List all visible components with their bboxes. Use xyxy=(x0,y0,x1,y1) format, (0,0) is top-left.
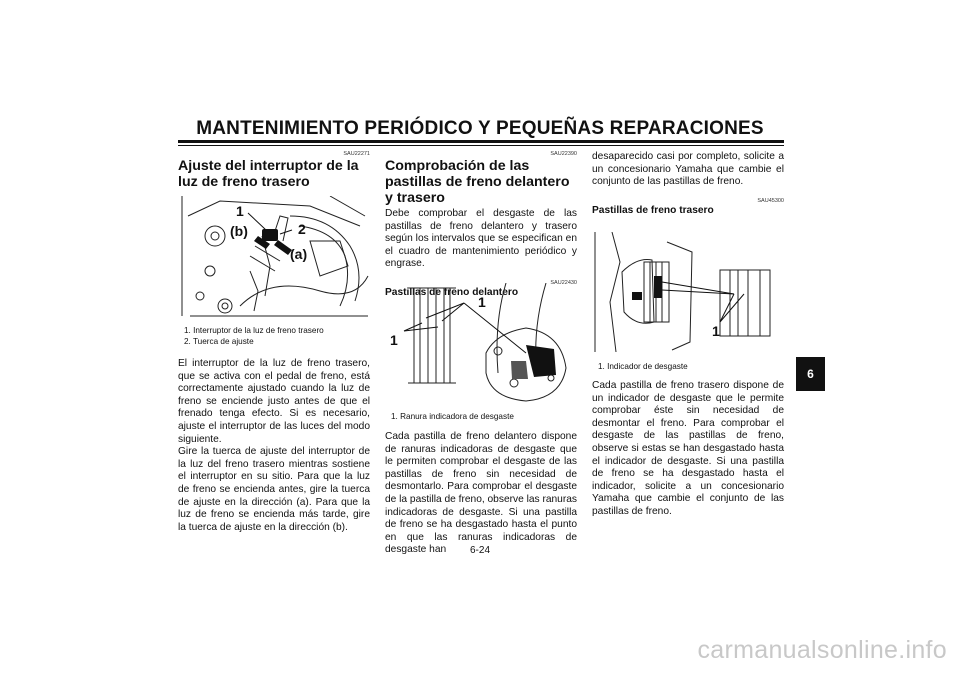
figure-label-a: (a) xyxy=(290,246,308,262)
column-3-body xyxy=(592,380,784,519)
subsection-heading: Pastillas de freno trasero xyxy=(592,204,714,216)
paragraph: El interruptor de la luz de freno trasero, que se activa con el pedal de freno, está correctamente ajustado cuando la luz de freno se enciende justo antes de que el frenado tenga efecto. Si es necesario, ajuste el interruptor de las luces del modo siguiente. xyxy=(178,358,370,445)
column-2 xyxy=(385,151,577,300)
page-number: 6-24 xyxy=(469,545,490,556)
paragraph: Cada pastilla de freno delantero dispone de ranuras indicadoras de desgaste que le permiten comprobar el desgaste de las pastillas de freno sin necesidad de desmontarlo. Para comprobar el desgaste de la pastilla de freno, observe las ranuras indicadoras de desgaste. Si una pastilla de freno se ha desgastado hasta el punto en que las ranuras indicadoras de desgaste han xyxy=(385,431,577,556)
section-code: SAU22390 xyxy=(550,151,577,157)
section-heading: Comprobación de las pastillas de freno delantero y trasero xyxy=(385,158,570,206)
figure-label-1: 1 xyxy=(390,332,398,348)
figure-captions-1 xyxy=(184,325,324,347)
column-1-body xyxy=(178,358,370,534)
column-1 xyxy=(178,151,370,190)
header-rule-thin xyxy=(178,145,784,146)
figure-label-b: (b) xyxy=(230,223,248,239)
section-heading: Ajuste del interruptor de la luz de freno trasero xyxy=(178,158,359,190)
paragraph: Cada pastilla de freno trasero dispone de un indicador de desgaste que le permite comprobar éste sin necesidad de desmontar el freno. Para comprobar el desgaste de las pastillas de freno, observe si estas se han desgastado hasta el indicador de desgaste. Si una pastilla de freno se ha desgastado hasta el indicador, solicite a un concesionario Yamaha que cambie el conjunto de las pastillas de freno. xyxy=(592,380,784,517)
figure-caption-2: 1. Ranura indicadora de desgaste xyxy=(391,412,514,421)
front-brake-pad-figure xyxy=(386,283,578,407)
column-2-body xyxy=(385,431,577,557)
continuation-paragraph: desaparecido casi por completo, solicite a un concesionario Yamaha que cambie el conjunto de las pastillas de freno. xyxy=(592,151,784,188)
caption-item: 1. Interruptor de la luz de freno trasero xyxy=(184,326,324,335)
paragraph: Gire la tuerca de ajuste del interruptor de la luz del freno trasero mientras sostiene el interruptor en su sitio. Para que la luz de freno se encienda antes, gire la tuerca de ajuste en la dirección (a). Para que la luz de freno se encienda más tarde, gire la tuerca de ajuste en la dirección (b). xyxy=(178,446,370,533)
chapter-tab: 6 xyxy=(796,357,825,391)
page-title: MANTENIMIENTO PERIÓDICO Y PEQUEÑAS REPARACIONES xyxy=(196,118,764,139)
watermark: carmanualsonline.info xyxy=(697,636,947,664)
subsection-code: SAU22430 xyxy=(550,279,577,286)
section-code: SAU22271 xyxy=(343,151,370,157)
intro-paragraph: Debe comprobar el desgaste de las pastillas de freno delantero y trasero según los intervalos que se especifican en el cuadro de mantenimiento periódico y engrase. xyxy=(385,208,577,270)
header-rule-thick xyxy=(178,140,784,143)
figure-label-2: 2 xyxy=(298,221,306,237)
figure-label-1: 1 xyxy=(236,203,244,219)
subsection-code: SAU45300 xyxy=(757,197,784,204)
caption-item: 2. Tuerca de ajuste xyxy=(184,337,254,346)
figure-label-1: 1 xyxy=(478,294,486,310)
column-3 xyxy=(592,151,784,217)
rear-brake-pad-figure xyxy=(592,232,784,356)
subsection-heading: Pastillas de freno delantero xyxy=(385,286,519,298)
brake-switch-figure xyxy=(180,196,370,320)
figure-label-1: 1 xyxy=(712,323,720,339)
figure-caption-3: 1. Indicador de desgaste xyxy=(598,362,688,371)
